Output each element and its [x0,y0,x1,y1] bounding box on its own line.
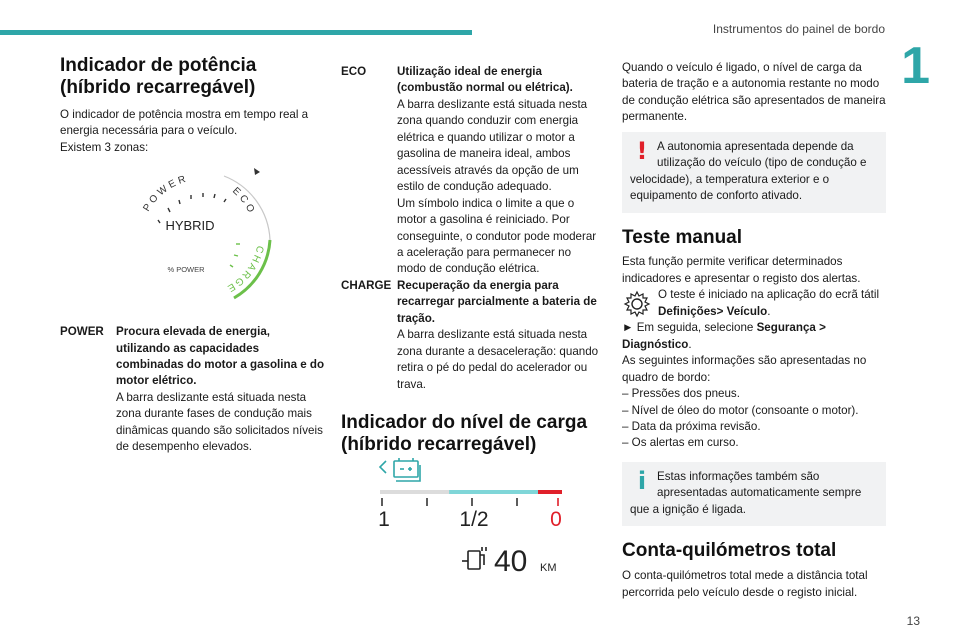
heading-odometer: Conta-quilómetros total [622,540,837,562]
section-title: Instrumentos do painel de bordo [712,22,885,36]
charge-level-illustration [372,455,572,585]
info-text: Estas informações também são apresentadas automaticamente sempre que a ignição é ligada. [630,469,862,516]
charge-label-half: 1/2 [459,508,489,531]
list-item: – Nível de óleo do motor (consoante o motor). [622,403,886,419]
eco-text-1: A barra deslizante está situada nesta zona quando conduzir com energia elétrica e quando utilizar o motor a gasolina de maneira ideal, ambos acessíveis através da opção de um estilo de condução adequado. [397,97,588,194]
charge-bold: Recuperação da energia para recarregar parcialmente a bateria de tração. [397,278,597,325]
column-2 [341,64,603,456]
odometer-text: O conta-quilómetros total mede a distância total percorrida pelo veículo desde o registo inicial. [622,569,868,599]
charge-low-zone [538,490,562,494]
heading-charge-indicator: Indicador do nível de carga (híbrido recarregável) [341,412,588,455]
shown-intro: As seguintes informações são apresentadas no quadro de bordo: [622,354,867,384]
info-note [622,462,886,526]
power-bold: Procura elevada de energia, utilizando as capacidades combinadas do motor a gasolina e do motor elétrico. [116,325,325,388]
charge-text: A barra deslizante está situada nesta zona durante a desaceleração: quando retira o pé do pedal do acelerador ou trava. [397,328,599,391]
header-accent-bar [0,30,472,35]
power-definition [60,324,325,456]
eco-term: ECO [341,65,367,78]
heading-power-indicator: Indicador de potência (híbrido recarregável) [60,55,257,98]
warning-exclamation-icon: ! [636,136,648,165]
gauge-label-eco: ECO [230,185,258,218]
warning-text: A autonomia apresentada depende da utilização do veículo (tipo de condução e velocidade), a temperatura exterior e o equipamento de conforto ativado. [630,139,867,203]
power-text: A barra deslizante está situada nesta zona durante fases de condução mais dinâmicas quando são solicitados níveis de desempenho elevados. [116,390,323,454]
step-path-1: Segurança > [756,321,826,335]
charge-label-empty: 0 [550,508,562,531]
range-unit: KM [540,562,557,574]
step-prefix: ► Em seguida, selecione [622,321,757,335]
charge-term: CHARGE [341,278,392,292]
range-value: 40 [494,545,528,578]
gauge-label-charge: CHARGE [223,244,266,295]
power-intro: O indicador de potência mostra em tempo real a energia necessária para o veículo. [60,107,309,138]
heading-manual-test: Teste manual [622,226,743,248]
power-zones-intro: Existem 3 zonas: [60,140,149,154]
chapter-number: 1 [901,37,930,95]
svg-text:ECO [230,185,258,217]
step-path-2: Diagnóstico [622,337,689,351]
column-3: Quando o veículo é ligado, o nível de carga da bateria de tração e a autonomia restante no modo de condução elétrica são apresentados de maneira permanente. ! A autonomia apresentada depende da utilização do veículo (tipo de condução e velocidade), a temperatura exterior e o equipamento de conforto ativado. Teste manual Esta função permite verificar determinados indicadores e apresentar o registo dos alertas. O teste é iniciado na aplicação do ecrã tátil Definições> Veículo. ► Em seguida, selecione Segurança > Diagnóstico. As seguintes informações são apresentadas no quadro de bordo: – Pressões dos pneus. – Nível de óleo do motor (consoante o motor). – Data da próxima revisão. – Os alertas em curso. i Estas informações também são apresentadas automaticamente sempre que a ignição é ligada. Conta-quilómetros total O conta-quilómetros total mede a distância total percorrida pelo veículo desde o registo inicial. [622,60,886,601]
gear-text: O teste é iniciado na aplicação do ecrã tátil [658,288,880,302]
battery-eco-icon [380,458,420,481]
gauge-center-hybrid: HYBRID [165,218,215,233]
list-item: – Pressões dos pneus. [622,386,886,402]
gear-path: Definições> Veículo [658,304,768,318]
warning-note [622,132,886,213]
gear-icon [622,289,652,319]
svg-text:CHARGE [224,244,266,294]
list-item: – Data da próxima revisão. [622,419,886,435]
info-list [622,386,886,452]
power-gauge-illustration [124,168,274,308]
power-term: POWER [60,325,104,339]
gauge-bottom-label: % POWER [167,265,205,274]
charge-label-full: 1 [378,508,390,531]
svg-text:POWER [141,173,190,214]
eco-definition [341,64,603,393]
info-i-icon: i [637,466,647,495]
manual-intro: Esta função permite verificar determinados indicadores e apresentar o registo dos alertas. [622,255,861,285]
page-number: 13 [906,614,920,628]
gear-instruction: O teste é iniciado na aplicação do ecrã tátil Definições> Veículo. [622,287,886,320]
eco-bold: Utilização ideal de energia (combustão normal ou elétrica). [397,65,573,95]
eco-text-2: Um símbolo indica o limite a que o motor a gasolina é reiniciado. Por conseguinte, o condutor pode moderar a aceleração para permanecer no modo de condução elétrica. [397,196,597,276]
gauge-label-power: POWER [141,173,190,214]
charge-intro: Quando o veículo é ligado, o nível de carga da bateria de tração e a autonomia restante no modo de condução elétrica são apresentados de maneira permanente. [622,61,886,124]
ev-range-icon [462,547,486,569]
list-item: – Os alertas em curso. [622,435,886,451]
